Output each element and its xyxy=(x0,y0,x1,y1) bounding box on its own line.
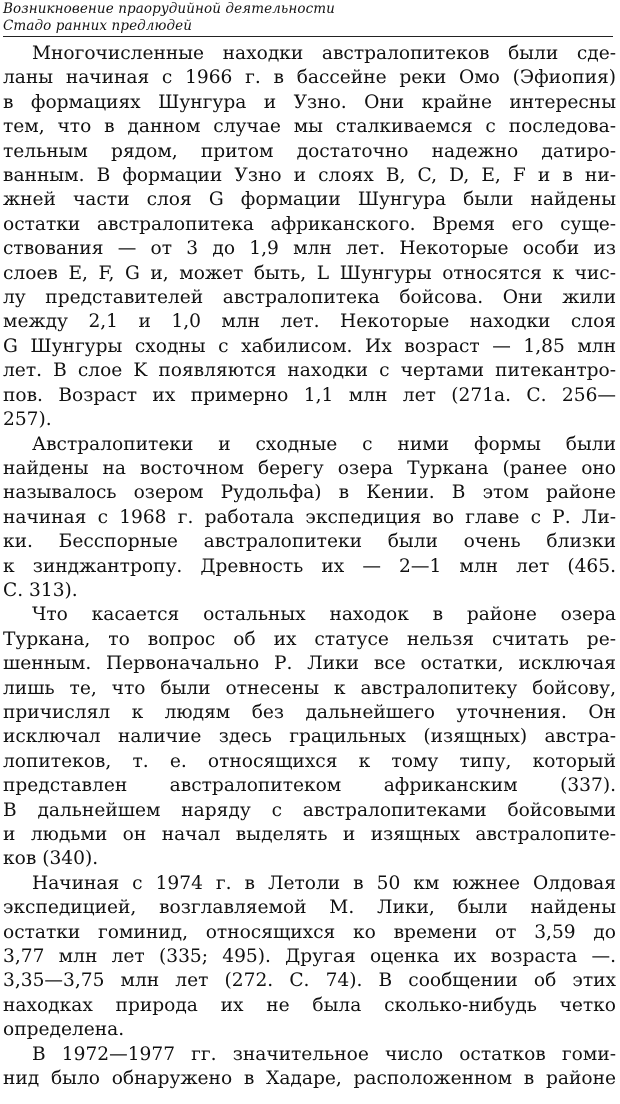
text-line: между 2,1 и 1,0 млн лет. Некоторые находки слоя xyxy=(3,311,616,333)
text-line: ствования — от 3 до 1,9 млн лет. Некоторые особи из xyxy=(3,238,616,260)
text-line: Туркана, то вопрос об их статусе нельзя считать ре- xyxy=(3,628,616,650)
text-line: G Шунгуры сходны с хабилисом. Их возраст — 1,85 млн xyxy=(3,335,616,357)
header-line: Стадо ранних предлюдей xyxy=(3,18,193,34)
text-line: и людьми он начал выделять и изящных австралопите- xyxy=(3,824,616,845)
text-line: тельным рядом, притом достаточно надежно датиро- xyxy=(3,140,616,162)
text-line: ков (340). xyxy=(3,848,99,870)
paragraph xyxy=(3,872,616,1043)
text-line: 257). xyxy=(3,409,52,431)
text-line: Австралопитеки и сходные с ними формы были xyxy=(32,433,616,455)
text-line: ки. Бесспорные австралопитеки были очень близки xyxy=(3,531,616,553)
text-line: В 1972—1977 гг. значительное число остатков гоми- xyxy=(32,1043,616,1065)
text-line: лопитеков, т. е. относящихся к тому типу, который xyxy=(3,750,616,772)
text-line: нид было обнаружено в Хадаре, расположенном в районе xyxy=(3,1068,616,1090)
text-line: в формациях Шунгура и Узно. Они крайне интересны xyxy=(3,91,616,113)
text-line: лет. В слое K появляются находки с чертами питекантро- xyxy=(3,360,616,382)
text-line: лишь те, что были отнесены к австралопитеку бойсову, xyxy=(3,677,616,699)
text-line: к зинджантропу. Древность их — 2—1 млн лет (465. xyxy=(3,555,616,577)
text-line: остатки гоминид, относящихся ко времени от 3,59 до xyxy=(3,921,616,943)
text-line: ванным. В формации Узно и слоях B, C, D, E, F и в ни- xyxy=(3,165,616,187)
text-line: исключал наличие здесь грацильных (изящных) австра- xyxy=(3,726,616,748)
text-line: пов. Возраст их примерно 1,1 млн лет (271а. С. 256— xyxy=(3,384,616,406)
text-line: Многочисленные находки австралопитеков были сде- xyxy=(32,43,616,64)
text-line: начиная с 1968 г. работала экспедиция во главе с Р. Ли- xyxy=(3,506,616,528)
text-line: называлось озером Рудольфа) в Кении. В этом районе xyxy=(3,482,616,504)
text-line: 3,35—3,75 млн лет (272. С. 74). В сообщении об этих xyxy=(3,970,616,992)
text-line: причислял к людям без дальнейшего уточнения. Он xyxy=(3,701,616,723)
text-line: найдены на восточном берегу озера Туркана (ранее оно xyxy=(3,457,616,479)
text-line: шенным. Первоначально Р. Лики все остатки, исключая xyxy=(3,653,616,675)
text-line: тем, что в данном случае мы сталкиваемся с последова- xyxy=(3,116,616,138)
text-line: ланы начиная с 1966 г. в бассейне реки Омо (Эфиопия) xyxy=(3,67,616,89)
text-line: В дальнейшем наряду с австралопитеками бойсовыми xyxy=(3,799,616,821)
text-line: остатки австралопитека африканского. Время его суще- xyxy=(3,213,616,235)
paragraph xyxy=(3,1043,616,1092)
header-line: Возникновение праорудийной деятельности xyxy=(3,1,335,17)
text-line: 3,77 млн лет (335; 495). Другая оценка их возраста —. xyxy=(3,946,616,968)
text-line: находках природа их не была сколько-нибудь четко xyxy=(3,994,616,1016)
paragraph xyxy=(3,433,616,604)
header-rule xyxy=(3,36,613,37)
text-line: Начиная с 1974 г. в Летоли в 50 км южнее Олдовая xyxy=(32,872,616,894)
text-line: экспедицией, возглавляемой М. Лики, были найдены xyxy=(3,897,616,919)
text-line: представлен австралопитеком африканским (337). xyxy=(3,775,616,797)
running-header xyxy=(3,1,613,35)
text-line: определена. xyxy=(3,1019,125,1041)
text-line: С. 313). xyxy=(3,579,78,601)
text-line: лу представителей австралопитека бойсова. Они жили xyxy=(3,287,616,309)
paragraph xyxy=(3,42,616,433)
text-line: слоев E, F, G и, может быть, L Шунгуры относятся к чис- xyxy=(3,262,616,284)
text-line: Что касается остальных находок в районе озера xyxy=(32,604,616,626)
paragraph xyxy=(3,603,616,871)
body-text xyxy=(3,42,616,1091)
text-line: жней части слоя G формации Шунгура были найдены xyxy=(3,189,616,211)
